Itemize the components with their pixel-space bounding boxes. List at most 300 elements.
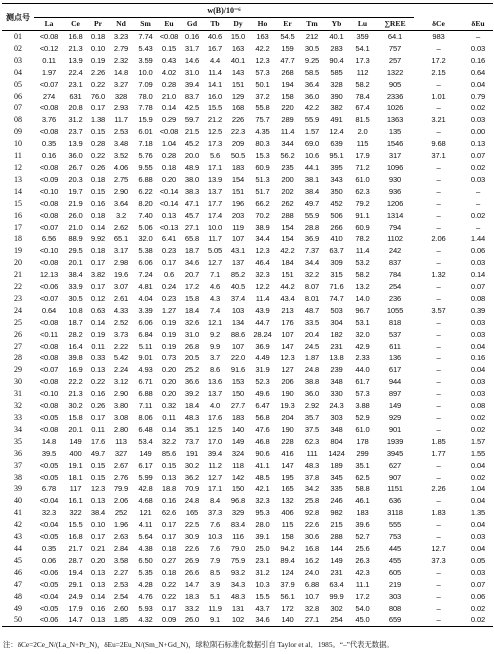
table-cell: 0.26 — [90, 401, 106, 411]
table-cell: 43.1 — [230, 246, 246, 256]
table-cell: – — [436, 532, 441, 542]
table-cell: 18.4 — [184, 401, 200, 411]
table-cell: 96.8 — [230, 496, 246, 506]
table-cell: 39.4 — [207, 448, 223, 458]
table-cell: 3.52 — [113, 151, 129, 161]
table-row — [2, 388, 493, 400]
table-cell: 18.8 — [161, 484, 177, 494]
table-cell: 0.20 — [161, 174, 177, 184]
table-cell: <0.08 — [159, 32, 179, 41]
table-cell: 27.1 — [184, 222, 200, 232]
table-cell: <0.04 — [39, 591, 59, 601]
table-cell: 42.5 — [184, 103, 200, 113]
table-cell: 91.6 — [230, 365, 246, 375]
table-cell: 7.09 — [138, 79, 153, 89]
table-cell: – — [436, 103, 441, 113]
table-cell: 43.7 — [255, 603, 270, 613]
table-row — [2, 483, 493, 495]
table-cell: 228 — [281, 436, 294, 446]
table-cell: 21.9 — [68, 198, 83, 208]
table-cell: – — [436, 43, 441, 53]
table-cell: 6.71 — [138, 377, 153, 387]
table-cell: 0.15 — [90, 186, 106, 196]
table-cell: 3.57 — [431, 305, 446, 315]
table-cell: 0.16 — [470, 353, 486, 363]
column-header-tm: Tm — [300, 18, 324, 31]
table-cell: 21.2 — [207, 115, 223, 125]
table-cell: 0.26 — [90, 162, 106, 172]
table-cell: 3.21 — [431, 115, 446, 125]
table-cell: 7.37 — [304, 246, 320, 256]
table-cell: 37.1 — [431, 151, 446, 161]
table-cell: 936 — [388, 186, 402, 196]
table-cell: <0.06 — [39, 282, 59, 292]
point-id-cell: 11 — [14, 151, 22, 161]
table-cell: – — [436, 460, 441, 470]
table-cell: 0.06 — [470, 246, 486, 256]
table-row — [2, 210, 493, 222]
table-cell: 0.22 — [90, 151, 106, 161]
table-cell: 15.5 — [207, 103, 223, 113]
point-id-cell: 01 — [14, 32, 22, 41]
table-cell: 9.68 — [431, 139, 446, 149]
table-row — [2, 162, 493, 174]
table-cell: – — [436, 341, 441, 351]
point-id-cell: 39 — [14, 484, 22, 494]
table-cell: 252 — [114, 508, 128, 518]
table-row — [2, 341, 493, 353]
table-cell: 0.17 — [90, 258, 106, 268]
table-cell: 0.03 — [470, 258, 486, 268]
table-cell: 0.73 — [161, 353, 177, 363]
point-id-cell: 27 — [14, 341, 22, 351]
table-cell: 2.26 — [431, 484, 446, 494]
table-cell: 36.6 — [184, 377, 200, 387]
table-cell: 14.1 — [207, 79, 223, 89]
table-cell: 0.32 — [161, 401, 177, 411]
table-cell: 1.87 — [304, 353, 320, 363]
table-cell: 34.6 — [184, 258, 200, 268]
table-cell: 39.1 — [255, 532, 270, 542]
table-cell: 236 — [388, 293, 402, 303]
table-cell: 1.96 — [113, 520, 129, 530]
table-cell: 47.6 — [255, 424, 270, 434]
table-cell: 17.1 — [207, 484, 223, 494]
table-row — [2, 150, 493, 162]
table-row — [2, 507, 493, 519]
table-cell: 0.17 — [161, 520, 177, 530]
column-header-eu: Eu — [158, 18, 180, 31]
table-cell: 1.83 — [431, 508, 446, 518]
table-cell: 4.38 — [138, 543, 153, 553]
table-cell: 6.84 — [138, 329, 153, 339]
table-cell: 17.1 — [207, 162, 223, 172]
table-cell: 0.03 — [470, 389, 486, 399]
table-cell: 113 — [115, 436, 127, 446]
column-header-lu: Lu — [349, 18, 376, 31]
table-cell: 88.6 — [230, 329, 246, 339]
table-cell: 69.0 — [304, 139, 320, 149]
table-cell: 2.84 — [113, 543, 129, 553]
table-cell: 22.0 — [230, 353, 246, 363]
table-cell: 0.15 — [90, 472, 106, 482]
table-cell: 0.28 — [161, 151, 177, 161]
table-row — [2, 317, 493, 329]
table-cell: 4.28 — [138, 579, 153, 589]
table-cell: 0.22 — [90, 79, 106, 89]
table-cell: 5.11 — [138, 341, 153, 351]
table-cell: 1.38 — [90, 115, 106, 125]
table-cell: 0.35 — [41, 139, 57, 149]
table-cell: 537 — [388, 329, 402, 339]
table-cell: 18.3 — [184, 591, 200, 601]
table-cell: 3.2 — [115, 210, 127, 220]
table-cell: – — [436, 365, 441, 375]
table-cell: 15.5 — [68, 520, 83, 530]
table-cell: 55.8 — [255, 103, 270, 113]
table-cell: 4.35 — [255, 127, 270, 137]
table-row — [2, 269, 493, 281]
table-cell: 5.93 — [138, 603, 153, 613]
table-cell: 17.4 — [207, 210, 223, 220]
table-cell: 38.4 — [90, 508, 106, 518]
table-cell: 10.3 — [207, 532, 223, 542]
table-cell: 266 — [330, 222, 343, 232]
table-cell: 107 — [231, 341, 245, 351]
table-cell: 24.8 — [184, 496, 200, 506]
table-cell: 62.3 — [304, 436, 320, 446]
table-cell: 1096 — [386, 162, 404, 172]
table-cell: 213 — [281, 305, 294, 315]
table-cell: <0.06 — [39, 567, 59, 577]
table-cell: 2.62 — [113, 222, 129, 232]
column-header-yb: Yb — [324, 18, 349, 31]
table-cell: 57.3 — [255, 67, 270, 77]
table-cell: 137 — [231, 258, 245, 268]
table-cell: 25.6 — [355, 543, 370, 553]
table-cell: 0.16 — [184, 32, 200, 41]
table-cell: 17.3 — [207, 139, 223, 149]
table-cell: 11.4 — [255, 293, 270, 303]
table-cell: 0.16 — [161, 496, 177, 506]
table-cell: 0.18 — [90, 32, 106, 41]
table-cell: – — [436, 317, 441, 327]
table-cell: 0.20 — [161, 365, 177, 375]
table-cell: 52.7 — [355, 532, 370, 542]
table-cell: 3.88 — [355, 401, 370, 411]
header-spacer — [414, 4, 463, 18]
table-cell: <0.04 — [39, 520, 59, 530]
table-cell: 2.60 — [113, 603, 129, 613]
table-cell: 19.6 — [113, 270, 129, 280]
table-cell: 36.9 — [255, 341, 270, 351]
table-cell: 16.0 — [207, 91, 223, 101]
table-cell: 13.6 — [207, 377, 223, 387]
table-cell: 78.0 — [138, 91, 153, 101]
table-cell: 0.14 — [161, 424, 177, 434]
table-cell: 1.35 — [470, 508, 486, 518]
table-cell: – — [414, 614, 463, 626]
table-cell: 639 — [330, 139, 343, 149]
table-cell: 0.19 — [90, 329, 106, 339]
point-id-cell: 38 — [14, 472, 22, 482]
column-header-dy: Dy — [226, 18, 250, 31]
table-cell: 0.18 — [161, 543, 177, 553]
table-cell: 0.64 — [41, 305, 57, 315]
table-cell: 58.2 — [355, 270, 370, 280]
table-cell: 159 — [281, 43, 294, 53]
table-cell: 0.11 — [42, 55, 56, 65]
table-cell: 85.6 — [161, 448, 177, 458]
table-cell: 445 — [388, 543, 402, 553]
table-cell: 14.7 — [64, 614, 87, 626]
table-cell: 2.93 — [113, 103, 129, 113]
table-cell: 119 — [232, 222, 244, 232]
table-cell: 35.1 — [184, 424, 200, 434]
table-cell: 17.3 — [355, 55, 370, 65]
table-cell: 38.4 — [68, 270, 83, 280]
table-cell: 283 — [330, 43, 343, 53]
table-cell: 10.7 — [304, 591, 320, 601]
table-cell: 168 — [231, 103, 245, 113]
table-cell: 804 — [330, 436, 343, 446]
point-id-cell: 48 — [14, 591, 22, 601]
table-cell: – — [436, 174, 441, 184]
table-cell: 2.61 — [113, 293, 129, 303]
table-cell: 328 — [114, 91, 128, 101]
table-cell: 1.04 — [161, 139, 177, 149]
table-cell: 11.7 — [114, 115, 128, 125]
table-cell: 143 — [231, 67, 245, 77]
table-cell: 20.1 — [68, 424, 83, 434]
table-cell: 215 — [330, 520, 343, 530]
table-cell: 32.3 — [41, 508, 57, 518]
table-cell: 140 — [275, 614, 300, 626]
column-header-gd: Gd — [180, 18, 204, 31]
table-cell: 25.2 — [184, 365, 200, 375]
table-cell: 35.7 — [304, 413, 320, 422]
table-cell: 16.9 — [68, 365, 83, 375]
table-cell: 0.43 — [161, 55, 177, 65]
table-cell: 43.9 — [255, 305, 270, 315]
table-cell: 7.40 — [138, 210, 153, 220]
table-cell: 416 — [281, 448, 294, 458]
table-cell: 327 — [114, 448, 128, 458]
table-cell: 33.2 — [184, 603, 200, 613]
table-cell: 103 — [231, 305, 245, 315]
table-cell: 0.19 — [161, 317, 177, 327]
table-cell: 2.52 — [113, 317, 129, 327]
concentration-group-header: w(B)/10⁻⁶ — [34, 4, 414, 18]
table-cell: 0.17 — [161, 603, 177, 613]
table-cell: 2.98 — [113, 258, 129, 268]
table-row — [2, 519, 493, 531]
table-row — [2, 233, 493, 245]
table-cell: <0.08 — [39, 198, 59, 208]
table-cell: 37.9 — [280, 579, 295, 589]
table-cell: 22.3 — [230, 127, 246, 137]
table-cell: <0.05 — [39, 603, 59, 613]
table-cell: 5.35 — [138, 567, 153, 577]
table-cell: 0.22 — [161, 591, 177, 601]
point-id-cell: 07 — [14, 103, 22, 113]
table-cell: 60.9 — [255, 162, 270, 172]
table-cell: 22.6 — [184, 543, 200, 553]
table-cell: 15.3 — [255, 151, 270, 161]
point-id-cell: 20 — [14, 258, 22, 268]
table-cell: 15.0 — [230, 32, 246, 41]
table-cell: <0.06 — [34, 614, 64, 626]
table-cell: 2.26 — [90, 67, 106, 77]
table-cell: 231 — [330, 567, 343, 577]
table-cell: 149 — [388, 401, 402, 411]
table-cell: 36.2 — [184, 472, 200, 482]
table-cell: 5.99 — [138, 472, 153, 482]
table-row — [2, 567, 493, 579]
table-cell: 328 — [330, 79, 343, 89]
table-cell: 0.16 — [90, 389, 106, 399]
table-cell: 2.22 — [113, 341, 129, 351]
table-cell: 0.03 — [470, 115, 486, 125]
table-cell: 0.17 — [161, 532, 177, 542]
table-cell: 0.11 — [91, 424, 105, 434]
table-cell: 149 — [330, 555, 343, 565]
table-cell: 35.1 — [355, 460, 370, 470]
point-id-cell: 21 — [14, 270, 22, 280]
table-cell: 1.57 — [304, 127, 320, 137]
table-cell: 34.3 — [230, 579, 246, 589]
table-row — [2, 293, 493, 305]
table-cell: 0.24 — [161, 282, 177, 292]
table-cell: 124 — [281, 567, 294, 577]
table-cell: 1.77 — [431, 448, 446, 458]
table-row — [2, 67, 493, 79]
table-cell: 62.5 — [355, 472, 370, 482]
table-cell: 0.11 — [162, 413, 176, 422]
table-cell: 121 — [139, 508, 152, 518]
point-column-header: 测点号 — [2, 4, 34, 31]
table-cell: 395 — [330, 162, 343, 172]
table-cell: 45.2 — [184, 139, 200, 149]
table-cell: 8.6 — [209, 365, 221, 375]
table-cell: 4.3 — [209, 293, 221, 303]
table-cell: 66.2 — [255, 198, 270, 208]
table-cell: 4.81 — [138, 282, 153, 292]
table-cell: 0.02 — [470, 413, 486, 422]
table-row — [2, 531, 493, 543]
table-row — [2, 364, 493, 376]
table-cell: 150 — [231, 389, 245, 399]
point-id-cell: 13 — [14, 174, 22, 184]
table-cell: 5.76 — [138, 151, 153, 161]
table-cell: 2.80 — [113, 424, 129, 434]
table-cell: 2336 — [386, 91, 404, 101]
table-cell: 190 — [281, 424, 294, 434]
table-cell: 2.53 — [113, 127, 129, 137]
table-cell: <0.10 — [39, 186, 59, 196]
table-cell: 304 — [330, 317, 343, 327]
table-cell: 28.24 — [253, 329, 272, 339]
column-header-delta-ce: δCe — [414, 18, 463, 31]
table-cell: 0.15 — [90, 127, 106, 137]
table-cell: 231 — [330, 341, 343, 351]
point-id-cell: 05 — [14, 79, 22, 89]
table-cell: 0.23 — [161, 246, 177, 256]
table-cell: <0.05 — [39, 413, 59, 422]
table-cell: 20.7 — [184, 270, 200, 280]
table-row — [2, 436, 493, 448]
table-cell: 37.3 — [431, 555, 446, 565]
table-cell: 0.02 — [470, 103, 486, 113]
table-cell: 149 — [139, 448, 152, 458]
table-cell: 0.39 — [470, 305, 486, 315]
table-cell: 38.3 — [184, 186, 200, 196]
table-cell: 18.4 — [184, 305, 200, 315]
table-cell: 34.6 — [250, 614, 275, 626]
table-cell: 2.90 — [113, 186, 129, 196]
table-cell: 26.3 — [355, 555, 370, 565]
table-cell: 1151 — [387, 484, 403, 494]
table-cell: 4.0 — [209, 401, 221, 411]
point-id-cell: 40 — [14, 496, 22, 506]
table-cell: 53.4 — [138, 436, 153, 446]
table-cell: 324 — [231, 448, 245, 458]
table-cell: 165 — [185, 508, 199, 518]
table-cell: 23.1 — [255, 555, 270, 565]
table-cell: 0.06 — [470, 591, 486, 601]
table-cell: 3.7 — [209, 353, 221, 363]
table-cell: 1055 — [386, 305, 404, 315]
table-cell: 85.2 — [230, 270, 246, 280]
table-row — [2, 603, 493, 615]
table-cell: <0.08 — [39, 127, 59, 137]
table-cell: <0.08 — [39, 258, 59, 268]
table-cell: – — [436, 591, 441, 601]
table-cell: 24.8 — [304, 365, 320, 375]
table-cell: – — [436, 413, 441, 422]
table-row — [2, 91, 493, 103]
table-cell: 7.24 — [138, 270, 153, 280]
table-cell: 55.9 — [304, 210, 320, 220]
table-cell: 34.4 — [304, 258, 320, 268]
table-cell: 42.2 — [304, 103, 320, 113]
table-cell: 4.02 — [161, 67, 177, 77]
table-header — [2, 4, 493, 31]
table-cell: 905 — [388, 79, 402, 89]
table-cell: – — [436, 401, 441, 411]
table-cell: 33.5 — [304, 317, 320, 327]
table-cell: 611 — [389, 341, 401, 351]
table-cell: 196 — [231, 198, 245, 208]
table-cell: 32.3 — [255, 496, 270, 506]
table-cell: 0.63 — [90, 305, 106, 315]
table-row — [2, 305, 493, 317]
table-cell: 32.2 — [161, 436, 177, 446]
table-cell: 12.13 — [39, 270, 59, 280]
table-row — [2, 591, 493, 603]
table-cell: 22.2 — [68, 377, 83, 387]
point-id-cell: 43 — [14, 532, 22, 542]
table-body — [2, 31, 493, 627]
table-cell: 184 — [281, 258, 294, 268]
table-cell: 21.3 — [68, 43, 83, 53]
table-cell: <0.10 — [39, 389, 59, 399]
table-cell: 1.85 — [431, 436, 446, 446]
table-cell: 40.1 — [329, 32, 344, 41]
table-cell: 17.9 — [355, 151, 370, 161]
table-cell: 163 — [231, 43, 245, 53]
table-row — [2, 55, 493, 67]
